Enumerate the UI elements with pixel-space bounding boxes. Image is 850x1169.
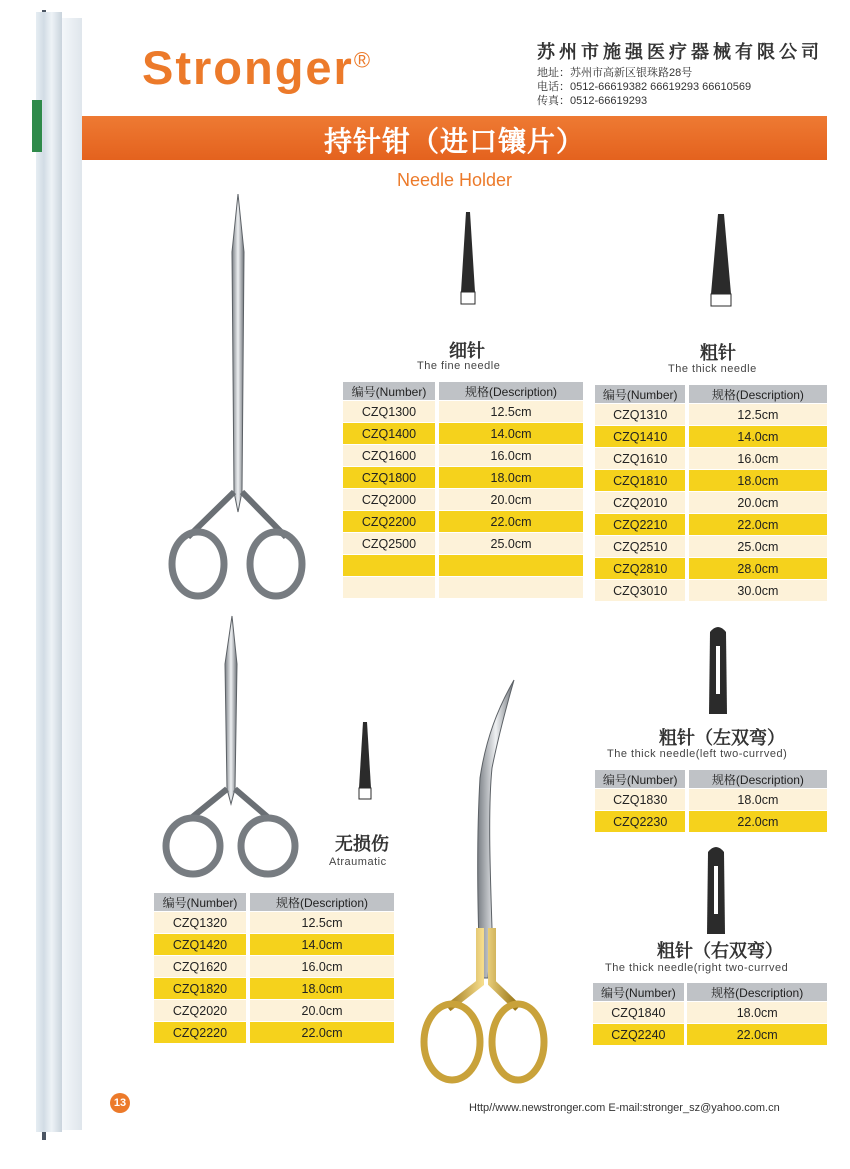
table-row: CZQ1830 18.0cm: [595, 789, 827, 810]
column-header-description: 规格(Description): [250, 893, 394, 911]
table-row: CZQ1610 16.0cm: [595, 448, 827, 469]
table-row: CZQ3010 30.0cm: [595, 580, 827, 601]
company-name: 苏州市施强医疗器械有限公司: [537, 42, 823, 62]
column-header-number: 编号(Number): [595, 385, 685, 403]
page-subtitle: Needle Holder: [396, 170, 513, 190]
column-header-description: 规格(Description): [689, 385, 827, 403]
needle-holder-straight-illustration: [168, 192, 308, 602]
table-row: CZQ2220 22.0cm: [154, 1022, 394, 1043]
brand-logo: Stronger®: [142, 41, 373, 94]
column-header-number: 编号(Number): [343, 382, 435, 400]
thick-needle-table: [595, 384, 827, 602]
company-contact: [537, 66, 751, 108]
column-header-description: 规格(Description): [439, 382, 583, 400]
table-row: [343, 577, 583, 598]
table-row: CZQ1820 18.0cm: [154, 978, 394, 999]
column-header-number: 编号(Number): [593, 983, 684, 1001]
right-curved-tip-icon: [703, 846, 729, 938]
needle-holder-atraumatic-illustration: [160, 614, 302, 884]
catalog-page: [82, 14, 827, 1139]
left-curved-table: [595, 769, 827, 833]
atraumatic-table: [154, 892, 394, 1044]
table-row: [343, 555, 583, 576]
table-row: CZQ1840 18.0cm: [593, 1002, 827, 1023]
page-stack-edge-inner: [62, 18, 82, 1130]
left-curved-title: 粗针（左双弯）: [659, 728, 785, 748]
left-curved-subtitle: The thick needle(left two-currved): [607, 748, 788, 760]
table-row: CZQ2510 25.0cm: [595, 536, 827, 557]
company-phone: 电话：0512-66619382 66619293 66610569: [537, 81, 752, 93]
fine-needle-title: 细针: [449, 341, 485, 361]
page-stack-edge: [36, 12, 62, 1132]
right-curved-title: 粗针（右双弯）: [657, 941, 783, 961]
table-row: CZQ2810 28.0cm: [595, 558, 827, 579]
fine-needle-subtitle: The fine needle: [417, 360, 501, 372]
needle-holder-curved-gold-illustration: [418, 678, 548, 1118]
footer-contact: Http//www.newstronger.com E-mail:stronger_sz@yahoo.com.cn: [469, 1102, 780, 1114]
table-row: CZQ1420 14.0cm: [154, 934, 394, 955]
fine-needle-table: [343, 381, 583, 599]
thick-needle-tip-icon: [708, 214, 734, 308]
atraumatic-title: 无损伤: [335, 834, 389, 854]
column-header-number: 编号(Number): [595, 770, 685, 788]
table-row: CZQ2000 20.0cm: [343, 489, 583, 510]
page-number: 13: [110, 1093, 130, 1113]
atraumatic-subtitle: Atraumatic: [329, 856, 387, 868]
right-curved-table: [593, 982, 827, 1046]
table-row: CZQ1600 16.0cm: [343, 445, 583, 466]
left-curved-tip-icon: [705, 626, 731, 718]
table-row: CZQ2500 25.0cm: [343, 533, 583, 554]
table-row: CZQ1620 16.0cm: [154, 956, 394, 977]
index-tab: [32, 100, 42, 152]
company-address: 地址：苏州市高新区银珠路28号: [537, 67, 693, 79]
atraumatic-tip-icon: [355, 722, 375, 802]
right-curved-subtitle: The thick needle(right two-currved: [605, 962, 789, 974]
table-row: CZQ1800 18.0cm: [343, 467, 583, 488]
page-title: 持针钳（进口镶片）: [323, 126, 585, 157]
column-header-description: 规格(Description): [687, 983, 827, 1001]
fine-needle-tip-icon: [458, 212, 478, 306]
table-row: CZQ2240 22.0cm: [593, 1024, 827, 1045]
column-header-number: 编号(Number): [154, 893, 246, 911]
column-header-description: 规格(Description): [689, 770, 827, 788]
table-row: CZQ2020 20.0cm: [154, 1000, 394, 1021]
table-row: CZQ1300 12.5cm: [343, 401, 583, 422]
thick-needle-title: 粗针: [700, 343, 736, 363]
table-row: CZQ2210 22.0cm: [595, 514, 827, 535]
table-row: CZQ2200 22.0cm: [343, 511, 583, 532]
thick-needle-subtitle: The thick needle: [668, 363, 757, 375]
table-row: CZQ1810 18.0cm: [595, 470, 827, 491]
company-fax: 传真：0512-66619293: [537, 95, 648, 107]
table-row: CZQ1310 12.5cm: [595, 404, 827, 425]
table-row: CZQ1320 12.5cm: [154, 912, 394, 933]
table-row: CZQ2010 20.0cm: [595, 492, 827, 513]
table-row: CZQ2230 22.0cm: [595, 811, 827, 832]
table-row: CZQ1400 14.0cm: [343, 423, 583, 444]
table-row: CZQ1410 14.0cm: [595, 426, 827, 447]
